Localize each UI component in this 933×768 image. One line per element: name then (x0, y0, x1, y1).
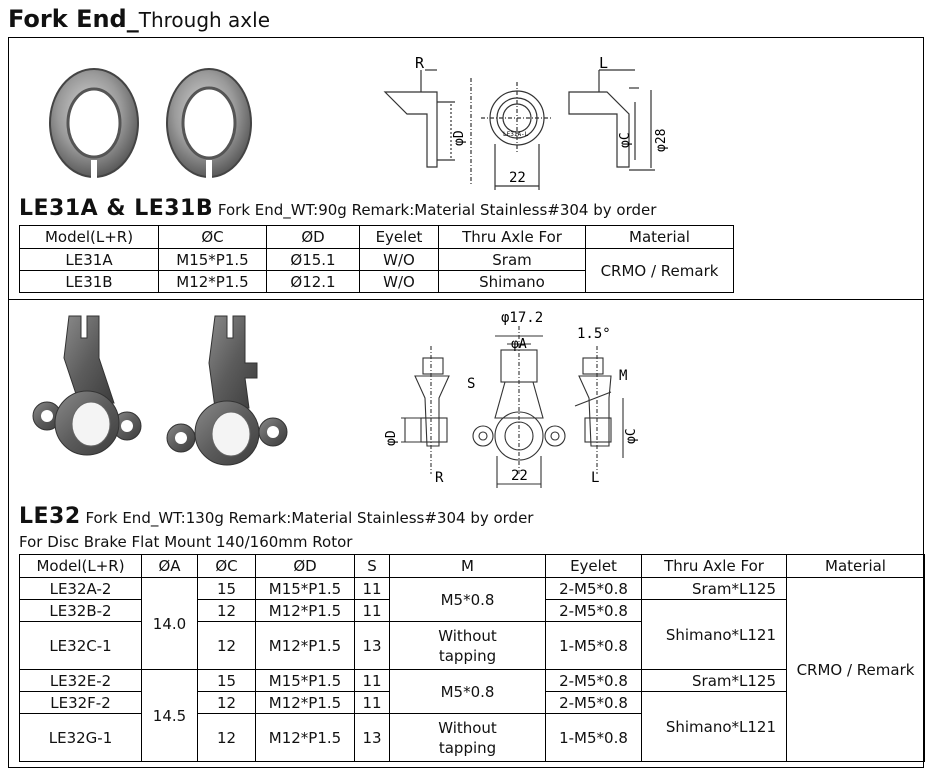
le32-cell-s: 11 (355, 692, 390, 714)
le32-cell-c: 12 (198, 692, 256, 714)
le32-cell-c: 15 (198, 670, 256, 692)
page-title-main: Fork End_ (8, 5, 139, 33)
le31-th-eyelet: Eyelet (360, 226, 439, 249)
le32-cell-m-without (390, 714, 546, 762)
le31-cell: M15*P1.5 (159, 249, 267, 271)
le32-cell-eyelet: 2-M5*0.8 (546, 578, 642, 600)
le32-cell-eyelet: 2-M5*0.8 (546, 692, 642, 714)
le32-cell-c: 12 (198, 714, 256, 762)
le32-label-22: 22 (511, 468, 528, 484)
le31-th-axle: Thru Axle For (439, 226, 586, 249)
le31-ring-right (167, 69, 251, 178)
le32-cell-c: 12 (198, 622, 256, 670)
le31-label-r: R (415, 54, 425, 72)
le32-label-s: S (467, 376, 476, 392)
le32-without-line2: tapping (438, 646, 497, 665)
le32-product-photo (19, 308, 289, 473)
le31-table-header (20, 226, 734, 249)
le31-material-cell: CRMO / Remark (586, 249, 734, 293)
le32-cell-m-without (390, 622, 546, 670)
le31-th-c: ØC (159, 226, 267, 249)
le31-code: LE31A & LE31B (19, 196, 214, 221)
le32-cell-model: LE32E-2 (20, 670, 142, 692)
le32-label-l: L (591, 470, 600, 486)
le32-cell-c: 12 (198, 600, 256, 622)
le31-cell: Ø12.1 (267, 271, 360, 293)
le32-cell-d: M15*P1.5 (256, 670, 355, 692)
le32-label-angle: 1.5° (577, 326, 611, 342)
le32-cell-d: M12*P1.5 (256, 622, 355, 670)
le32-dropout-left (33, 316, 141, 455)
le32-label-a: φA (511, 337, 527, 352)
le31-cell: W/O (360, 249, 439, 271)
le31-th-model: Model(L+R) (20, 226, 159, 249)
le32-label-m: M (619, 368, 628, 384)
le32-cell-model: LE32F-2 (20, 692, 142, 714)
le32-cell-eyelet: 2-M5*0.8 (546, 600, 642, 622)
page-title (8, 2, 270, 36)
le31-label-l: L (599, 54, 609, 72)
le32-cell-model: LE32A-2 (20, 578, 142, 600)
le32-th-model: Model(L+R) (20, 555, 142, 578)
le32-cell-s: 13 (355, 622, 390, 670)
le32-cell-d: M12*P1.5 (256, 600, 355, 622)
le32-th-axle: Thru Axle For (642, 555, 787, 578)
le32-cell-model: LE32G-1 (20, 714, 142, 762)
le32-note: For Disc Brake Flat Mount 140/160mm Rotor (19, 533, 353, 551)
le31-cell: Shimano (439, 271, 586, 293)
le31-cell: LE31A (20, 249, 159, 271)
le31-cell: M12*P1.5 (159, 271, 267, 293)
le32-cell-axle: Shimano*L121 (642, 692, 787, 762)
le31-cell: Sram (439, 249, 586, 271)
le32-th-a: ØA (142, 555, 198, 578)
le32-cell-eyelet: 1-M5*0.8 (546, 714, 642, 762)
le32-heading (19, 504, 533, 529)
le32-meta: Fork End_WT:130g Remark:Material Stainless#304 by order (80, 509, 534, 527)
le31-label-28: φ28 (654, 128, 669, 152)
le32-cell-s: 11 (355, 670, 390, 692)
le32-without-line1: Without (438, 626, 497, 645)
le32-th-s: S (355, 555, 390, 578)
le32-cell-axle: Sram*L125 (642, 670, 787, 692)
le31-product-photo (39, 60, 269, 185)
le32-label-c: φC (624, 428, 639, 444)
le32-label-d: φD (384, 430, 399, 446)
le31-label-c: φC (618, 132, 633, 148)
le32-cell-a: 14.5 (142, 670, 198, 762)
le32-spec-table (19, 554, 925, 762)
le31-cell: W/O (360, 271, 439, 293)
le31-spec-table (19, 225, 734, 293)
le31-meta: Fork End_WT:90g Remark:Material Stainless#304 by order (213, 201, 657, 219)
le32-label-r: R (435, 470, 444, 486)
table-row (20, 578, 925, 600)
le32-cell-model: LE32C-1 (20, 622, 142, 670)
le32-th-c: ØC (198, 555, 256, 578)
le32-label-172: φ17.2 (501, 310, 544, 326)
le31-section (8, 37, 924, 299)
le32-cell-a: 14.0 (142, 578, 198, 670)
le32-cell-axle: Shimano*L121 (642, 600, 787, 670)
le32-th-material: Material (787, 555, 925, 578)
le31-heading (19, 196, 656, 221)
le31-label-22: 22 (509, 170, 526, 186)
le31-ring-left (50, 69, 138, 178)
le32-cell-d: M15*P1.5 (256, 578, 355, 600)
le32-cell-s: 11 (355, 600, 390, 622)
le32-th-eyelet: Eyelet (546, 555, 642, 578)
le32-th-d: ØD (256, 555, 355, 578)
le32-cell-model: LE32B-2 (20, 600, 142, 622)
le32-cell-eyelet: 2-M5*0.8 (546, 670, 642, 692)
le32-section (8, 299, 924, 768)
table-row (20, 249, 734, 271)
le32-technical-drawing (379, 306, 649, 491)
le32-cell-m: M5*0.8 (390, 578, 546, 622)
le31-technical-drawing (377, 52, 677, 202)
le32-th-m: M (390, 555, 546, 578)
le32-cell-eyelet: 1-M5*0.8 (546, 622, 642, 670)
le32-without-line1: Without (438, 718, 497, 737)
le32-cell-s: 13 (355, 714, 390, 762)
le32-cell-m: M5*0.8 (390, 670, 546, 714)
le32-code: LE32 (19, 504, 81, 529)
le32-table-header (20, 555, 925, 578)
le32-cell-c: 15 (198, 578, 256, 600)
le31-th-d: ØD (267, 226, 360, 249)
le32-dropout-right (167, 316, 287, 465)
le31-cell: LE31B (20, 271, 159, 293)
le32-cell-d: M12*P1.5 (256, 692, 355, 714)
le32-cell-axle: Sram*L125 (642, 578, 787, 600)
le32-cell-s: 11 (355, 578, 390, 600)
le31-cell: Ø15.1 (267, 249, 360, 271)
le31-label-stamp: LE31A-L (503, 131, 529, 138)
le32-cell-d: M12*P1.5 (256, 714, 355, 762)
le31-th-material: Material (586, 226, 734, 249)
le32-material-cell: CRMO / Remark (787, 578, 925, 762)
le31-label-d: φD (452, 130, 467, 146)
page-title-sub: Through axle (138, 8, 271, 32)
le32-without-line2: tapping (438, 738, 497, 757)
